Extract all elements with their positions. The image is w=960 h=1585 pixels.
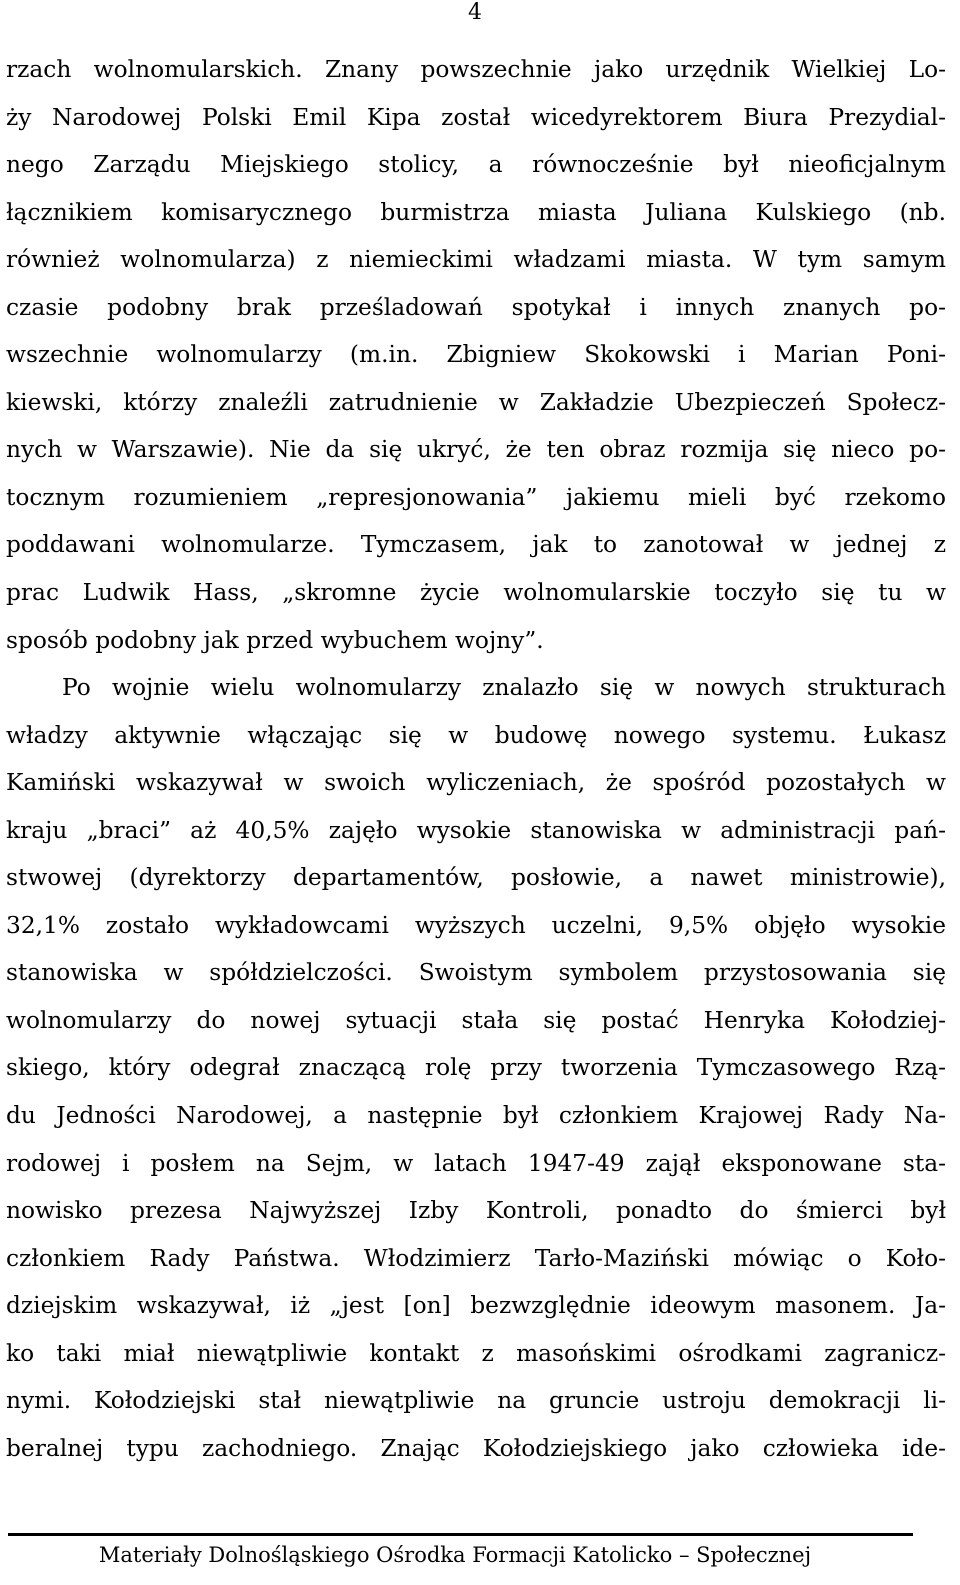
body-text: [6, 46, 946, 1472]
text-line: stwowej (dyrektorzy departamentów, posłowie, a nawet ministrowie),: [6, 864, 946, 892]
text-line: kraju „braci” aż 40,5% zajęło wysokie stanowiska w administracji pań-: [6, 816, 946, 844]
text-line: prac Ludwik Hass, „skromne życie wolnomularskie toczyło się tu w: [6, 579, 946, 607]
text-line: wolnomularzy do nowej sytuacji stała się postać Henryka Kołodziej-: [6, 1006, 946, 1034]
text-line: kiewski, którzy znaleźli zatrudnienie w Zakładzie Ubezpieczeń Społecz-: [6, 388, 946, 416]
footer-text: Materiały Dolnośląskiego Ośrodka Formacji Katolicko – Społecznej: [98, 1543, 812, 1567]
text-line: nymi. Kołodziejski stał niewątpliwie na gruncie ustroju demokracji li-: [6, 1387, 946, 1415]
text-line: skiego, który odegrał znaczącą rolę przy tworzenia Tymczasowego Rzą-: [6, 1054, 946, 1082]
text-line: nowisko prezesa Najwyższej Izby Kontroli, ponadto do śmierci był: [6, 1197, 946, 1225]
text-line: stanowiska w spółdzielczości. Swoistym symbolem przystosowania się: [6, 959, 946, 987]
text-line: rodowej i posłem na Sejm, w latach 1947-49 zajął eksponowane sta-: [6, 1149, 946, 1177]
text-line: 32,1% zostało wykładowcami wyższych uczelni, 9,5% objęło wysokie: [6, 911, 946, 939]
text-line: ko taki miał niewątpliwie kontakt z masońskimi ośrodkami zagranicz-: [6, 1339, 946, 1367]
text-line: poddawani wolnomularze. Tymczasem, jak to zanotował w jednej z: [6, 531, 946, 559]
text-line: dziejskim wskazywał, iż „jest [on] bezwzględnie ideowym masonem. Ja-: [6, 1292, 946, 1320]
paragraph-2: [6, 664, 946, 1472]
text-line: wszechnie wolnomularzy (m.in. Zbigniew Skokowski i Marian Poni-: [6, 341, 946, 369]
text-line: beralnej typu zachodniego. Znając Kołodziejskiego jako człowieka ide-: [6, 1434, 946, 1462]
text-line: członkiem Rady Państwa. Włodzimierz Tarło-Maziński mówiąc o Koło-: [6, 1244, 946, 1272]
text-line: du Jedności Narodowej, a następnie był członkiem Krajowej Rady Na-: [6, 1102, 946, 1130]
text-line: nych w Warszawie). Nie da się ukryć, że ten obraz rozmija się nieco po-: [6, 436, 946, 464]
page-number: 4: [468, 0, 482, 25]
footer-divider: [8, 1533, 913, 1536]
text-line: tocznym rozumieniem „represjonowania” jakiemu mieli być rzekomo: [6, 483, 946, 511]
paragraph-1: [6, 46, 946, 664]
text-line: również wolnomularza) z niemieckimi władzami miasta. W tym samym: [6, 246, 946, 274]
text-line: Po wojnie wielu wolnomularzy znalazło się w nowych strukturach: [62, 674, 946, 702]
text-line: nego Zarządu Miejskiego stolicy, a równocześnie był nieoficjalnym: [6, 151, 946, 179]
text-line: ży Narodowej Polski Emil Kipa został wicedyrektorem Biura Prezydial-: [6, 103, 946, 131]
text-line: sposób podobny jak przed wybuchem wojny”.: [6, 626, 544, 654]
text-line: Kamiński wskazywał w swoich wyliczeniach, że spośród pozostałych w: [6, 769, 946, 797]
text-line: władzy aktywnie włączając się w budowę nowego systemu. Łukasz: [6, 721, 946, 749]
text-line: czasie podobny brak prześladowań spotykał i innych znanych po-: [6, 293, 946, 321]
text-line: łącznikiem komisarycznego burmistrza miasta Juliana Kulskiego (nb.: [6, 198, 946, 226]
text-line: rzach wolnomularskich. Znany powszechnie jako urzędnik Wielkiej Lo-: [6, 56, 946, 83]
